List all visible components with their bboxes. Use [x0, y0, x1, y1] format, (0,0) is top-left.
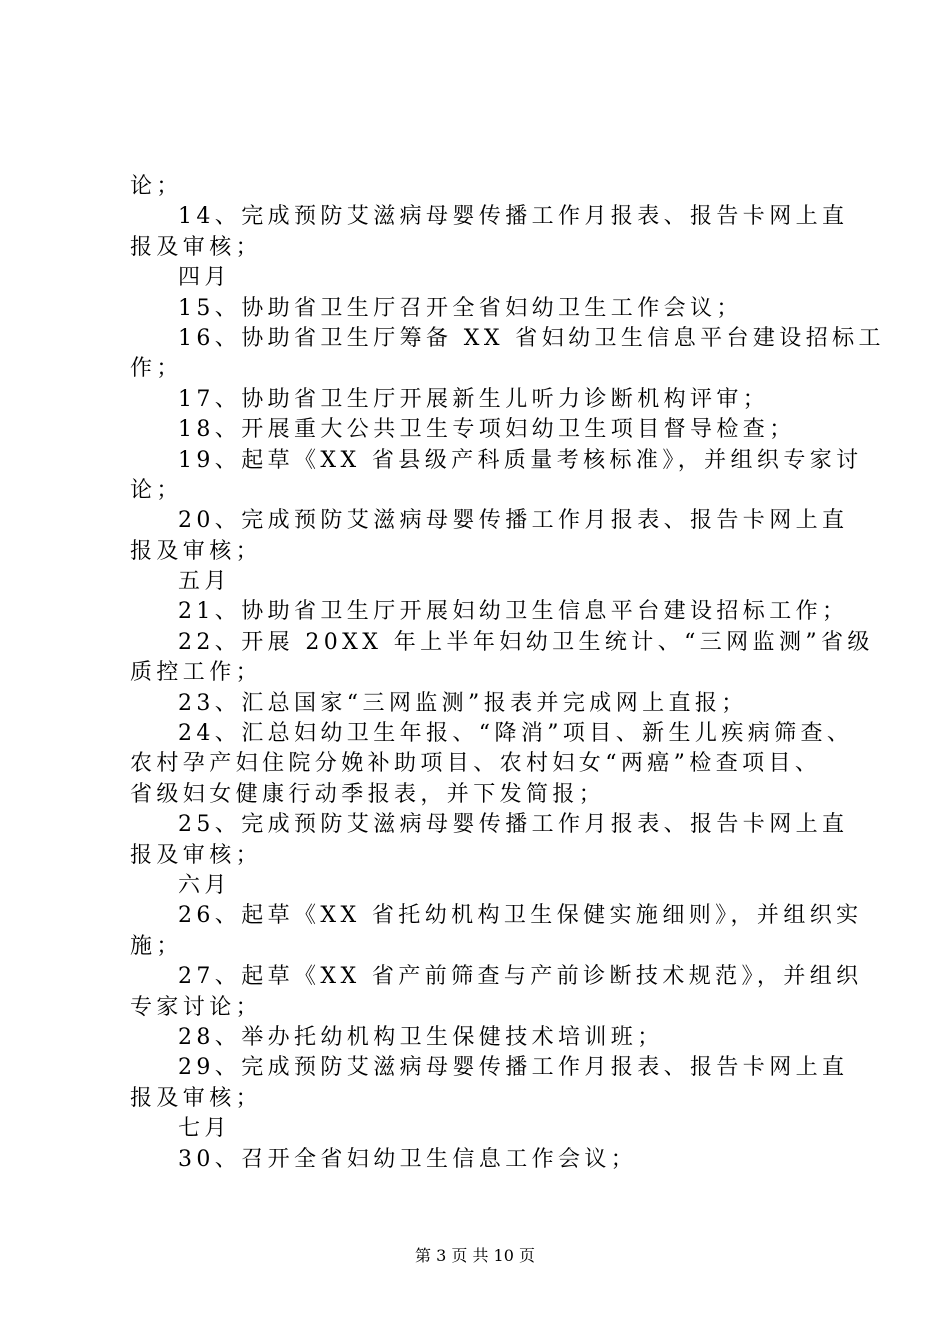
text-line: 报及审核；	[130, 538, 263, 564]
text-line: 22、开展 20XX 年上半年妇幼卫生统计、“三网监测”省级	[178, 629, 874, 655]
text-line: 论；	[130, 174, 183, 199]
text-line: 报及审核；	[130, 1085, 263, 1111]
text-line: 21、协助省卫生厅开展妇幼卫生信息平台建设招标工作；	[178, 599, 849, 625]
text-line: 17、协助省卫生厅开展新生儿听力诊断机构评审；	[178, 386, 770, 412]
text-line: 七月	[178, 1116, 231, 1142]
text-line: 25、完成预防艾滋病母婴传播工作月报表、报告卡网上直	[178, 812, 849, 838]
text-line: 19、起草《XX 省县级产科质量考核标准》，并组织专家讨	[178, 447, 863, 473]
text-line: 质控工作；	[130, 660, 263, 686]
text-line: 23、汇总国家“三网监测”报表并完成网上直报；	[178, 690, 748, 716]
text-line: 15、协助省卫生厅召开全省妇幼卫生工作会议；	[178, 295, 743, 321]
text-line: 20、完成预防艾滋病母婴传播工作月报表、报告卡网上直	[178, 508, 849, 534]
text-line: 28、举办托幼机构卫生保健技术培训班；	[178, 1024, 664, 1050]
text-line: 30、召开全省妇幼卫生信息工作会议；	[178, 1146, 638, 1172]
text-line: 16、协助省卫生厅筹备 XX 省妇幼卫生信息平台建设招标工	[178, 325, 885, 351]
text-line: 作；	[130, 356, 183, 382]
text-line: 省级妇女健康行动季报表，并下发简报；	[130, 781, 606, 807]
page-footer: 第 3 页 共 10 页	[415, 1246, 535, 1265]
text-line: 27、起草《XX 省产前筛查与产前诊断技术规范》，并组织	[178, 964, 863, 990]
text-line: 29、完成预防艾滋病母婴传播工作月报表、报告卡网上直	[178, 1055, 849, 1081]
text-line: 五月	[178, 569, 231, 595]
text-line: 农村孕产妇住院分娩补助项目、农村妇女“两癌”检查项目、	[130, 751, 822, 777]
text-line: 论；	[130, 477, 183, 503]
text-line: 专家讨论；	[130, 994, 263, 1020]
text-line: 24、汇总妇幼卫生年报、“降消”项目、新生儿疾病筛查、	[178, 721, 854, 747]
text-line: 四月	[178, 265, 231, 291]
text-line: 报及审核；	[130, 234, 263, 260]
document-body	[130, 172, 885, 1175]
text-line: 六月	[178, 872, 231, 898]
text-line: 18、开展重大公共卫生专项妇幼卫生项目督导检查；	[178, 417, 796, 443]
text-line: 26、起草《XX 省托幼机构卫生保健实施细则》，并组织实	[178, 903, 863, 929]
text-line: 14、完成预防艾滋病母婴传播工作月报表、报告卡网上直	[178, 204, 849, 230]
text-line: 施；	[130, 933, 183, 959]
text-line: 报及审核；	[130, 842, 263, 868]
